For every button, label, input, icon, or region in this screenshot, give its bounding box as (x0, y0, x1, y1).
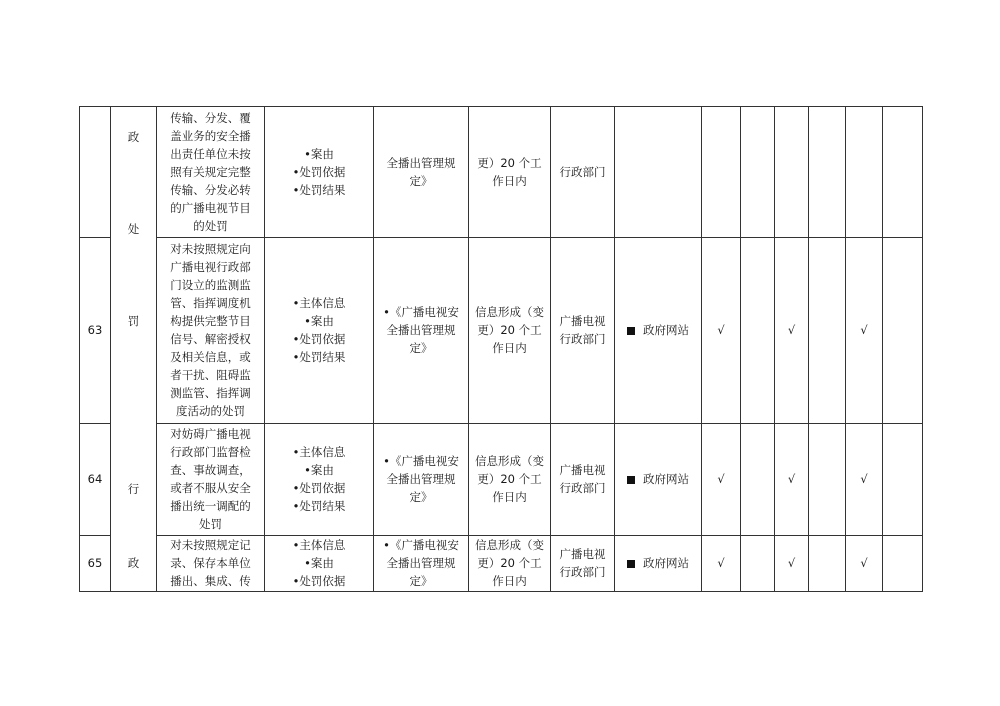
matter-description: 对妨碍广播电视 行政部门监督检 查、事故调查， 或者不服从安全 播出统一调配的 处罚 (157, 423, 265, 535)
check-cell: √ (775, 535, 809, 591)
disclosure-subject: 广播电视 行政部门 (551, 535, 615, 591)
category-char: 政 (127, 130, 140, 144)
check-cell: √ (702, 423, 741, 535)
square-bullet-icon (627, 476, 635, 484)
check-cell (809, 238, 846, 423)
table-row (80, 107, 923, 238)
square-bullet-icon (627, 327, 635, 335)
check-cell (883, 107, 923, 238)
check-cell: √ (846, 535, 883, 591)
square-bullet-icon (627, 560, 635, 568)
disclosure-time: 信息形成（变 更）20 个工 作日内 (469, 535, 551, 591)
disclosure-subject: 广播电视 行政部门 (551, 423, 615, 535)
table-row (80, 238, 923, 423)
disclosure-subject: 广播电视 行政部门 (551, 238, 615, 423)
disclosure-content: •主体信息 •案由 •处罚依据 •处罚结果 (265, 423, 374, 535)
disclosure-time: 信息形成（变 更）20 个工 作日内 (469, 423, 551, 535)
check-cell (809, 107, 846, 238)
disclosure-channel: 政府网站 (615, 423, 702, 535)
check-cell (741, 107, 775, 238)
table-row (80, 535, 923, 591)
disclosure-channel (615, 107, 702, 238)
disclosure-basis: •《广播电视安 全播出管理规 定》 (374, 535, 469, 591)
category-char: 处 (127, 222, 140, 236)
check-cell: √ (846, 423, 883, 535)
disclosure-time: 更）20 个工 作日内 (469, 107, 551, 238)
check-cell (883, 238, 923, 423)
disclosure-time: 信息形成（变 更）20 个工 作日内 (469, 238, 551, 423)
disclosure-basis: 全播出管理规 定》 (374, 107, 469, 238)
disclosure-basis: •《广播电视安 全播出管理规 定》 (374, 238, 469, 423)
check-cell (741, 238, 775, 423)
disclosure-subject: 行政部门 (551, 107, 615, 238)
category-char: 罚 (127, 314, 140, 328)
disclosure-table (79, 106, 923, 592)
disclosure-basis: •《广播电视安 全播出管理规 定》 (374, 423, 469, 535)
matter-description: 对未按照规定记 录、保存本单位 播出、集成、传 (157, 535, 265, 591)
category-cell (111, 107, 157, 592)
row-number (80, 107, 111, 238)
check-cell (883, 535, 923, 591)
disclosure-channel: 政府网站 (615, 238, 702, 423)
check-cell (846, 107, 883, 238)
row-number: 65 (80, 535, 111, 591)
table-row (80, 423, 923, 535)
disclosure-channel: 政府网站 (615, 535, 702, 591)
disclosure-content: •案由 •处罚依据 •处罚结果 (265, 107, 374, 238)
category-char: 行 (127, 482, 140, 496)
check-cell (741, 423, 775, 535)
check-cell: √ (775, 423, 809, 535)
check-cell (775, 107, 809, 238)
check-cell (883, 423, 923, 535)
row-number: 63 (80, 238, 111, 423)
matter-description: 传输、分发、覆 盖业务的安全播 出责任单位未按 照有关规定完整 传输、分发必转 的广播电视节目 的处罚 (157, 107, 265, 238)
disclosure-content: •主体信息 •案由 •处罚依据 (265, 535, 374, 591)
check-cell (809, 535, 846, 591)
matter-description: 对未按照规定向 广播电视行政部 门设立的监测监 管、指挥调度机 构提供完整节目 信号、解密授权 及相关信息，或 者干扰、阻碍监 测监管、指挥调 度活动的处罚 (157, 238, 265, 423)
check-cell: √ (702, 535, 741, 591)
disclosure-content: •主体信息 •案由 •处罚依据 •处罚结果 (265, 238, 374, 423)
check-cell: √ (775, 238, 809, 423)
category-char: 政 (127, 556, 140, 570)
check-cell (741, 535, 775, 591)
check-cell: √ (702, 238, 741, 423)
row-number: 64 (80, 423, 111, 535)
check-cell (809, 423, 846, 535)
check-cell: √ (846, 238, 883, 423)
check-cell (702, 107, 741, 238)
